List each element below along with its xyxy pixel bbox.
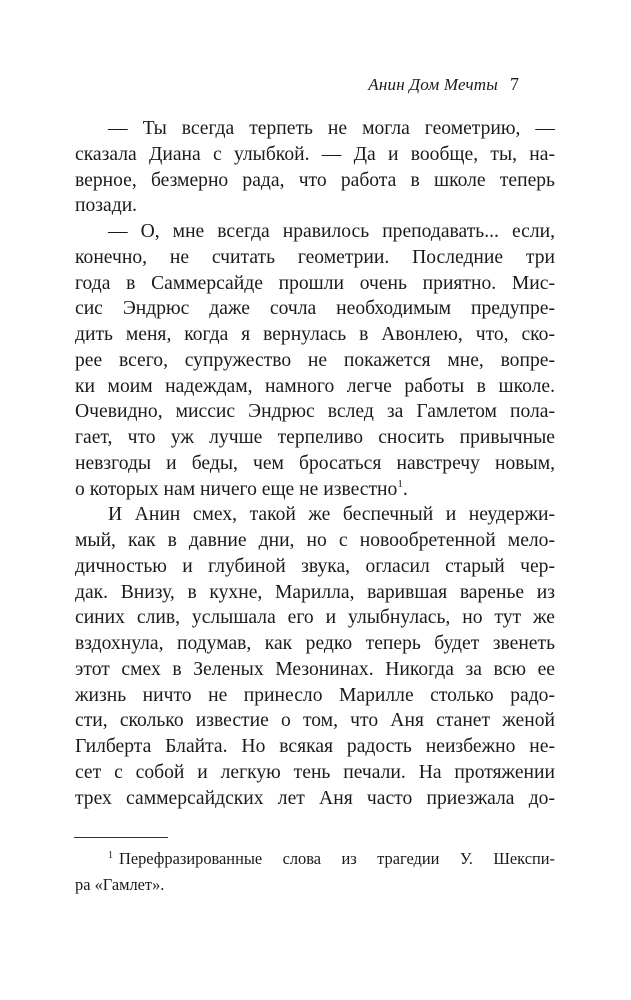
text-line: ки моим надеждам, намного легче работы в школе. [75,375,555,397]
footnote-text: Перефразированные слова из трагедии У. Шекспи- [119,849,555,868]
sentence-end: . [402,478,408,500]
text-line: сти, сколько известие о том, что Аня станет женой [75,710,555,732]
text-line: — Ты всегда терпеть не могла геометрию, — [108,118,555,139]
text-line: конечно, не считать геометрии. Последние три [75,246,555,268]
footnote-line: ра «Гамлет». [75,875,165,894]
footnote-line [75,846,555,872]
text-line: И Анин смех, такой же беспечный и неудержи- [108,504,555,526]
text-line: синих слив, услышала его и улыбнулась, но тут же [75,607,555,629]
text-line: дак. Внизу, в кухне, Марилла, варившая варенье из [75,581,555,603]
text-line: рее всего, супружество не покажется мне, вопре- [75,349,555,371]
running-head [368,74,519,95]
text-line: вздохнула, подумав, как редко теперь будет звенеть [75,633,555,654]
text-line: трех саммерсайдских лет Аня часто приезжала до- [75,787,555,809]
text-line-with-footnote [75,477,555,503]
text-line: верное, безмерно рада, что работа в школе теперь [75,169,555,191]
text-line: гает, что уж лучше терпеливо сносить привычные [75,427,555,448]
footnote-reference[interactable]: 1 [397,477,403,490]
text-line: года в Саммерсайде прошли очень приятно. Мис- [75,272,555,294]
text-line: дить меня, когда я вернулась в Авонлею, что, ско- [75,324,555,345]
text-line: этот смех в Зеленых Мезонинах. Никогда за всю ее [75,658,555,680]
text-line: сис Эндрюс даже сочла необходимым предупре- [75,298,555,320]
text-line: Гилберта Блайта. Но всякая радость неизбежно не- [75,736,555,757]
text-line: позади. [75,195,138,217]
text-line: жизнь ничто не принесло Марилле столько радо- [75,684,555,706]
text-line: — О, мне всегда нравилось преподавать... если, [108,221,555,242]
footnotes [75,846,555,898]
text-line: сет с собой и легкую тень печали. На протяжении [75,761,555,783]
text-line: мый, как в давние дни, но с новообретенной мело- [75,530,555,551]
text-line-content: о которых нам ничего еще не известно [75,478,398,500]
text-line: сказала Диана с улыбкой. — Да и вообще, ты, на- [75,143,555,165]
text-line: дичностью и глубиной звука, огласил старый чер- [75,555,555,577]
footnote-number: 1 [108,850,113,861]
body-text [75,116,555,811]
text-line: Очевидно, миссис Эндрюс вслед за Гамлетом пола- [75,401,555,423]
page-number: 7 [510,74,519,94]
footnote-divider [74,837,168,838]
book-title: Анин Дом Мечты [368,75,498,94]
text-line: невзгоды и беды, чем бросаться навстречу новым, [75,452,555,474]
